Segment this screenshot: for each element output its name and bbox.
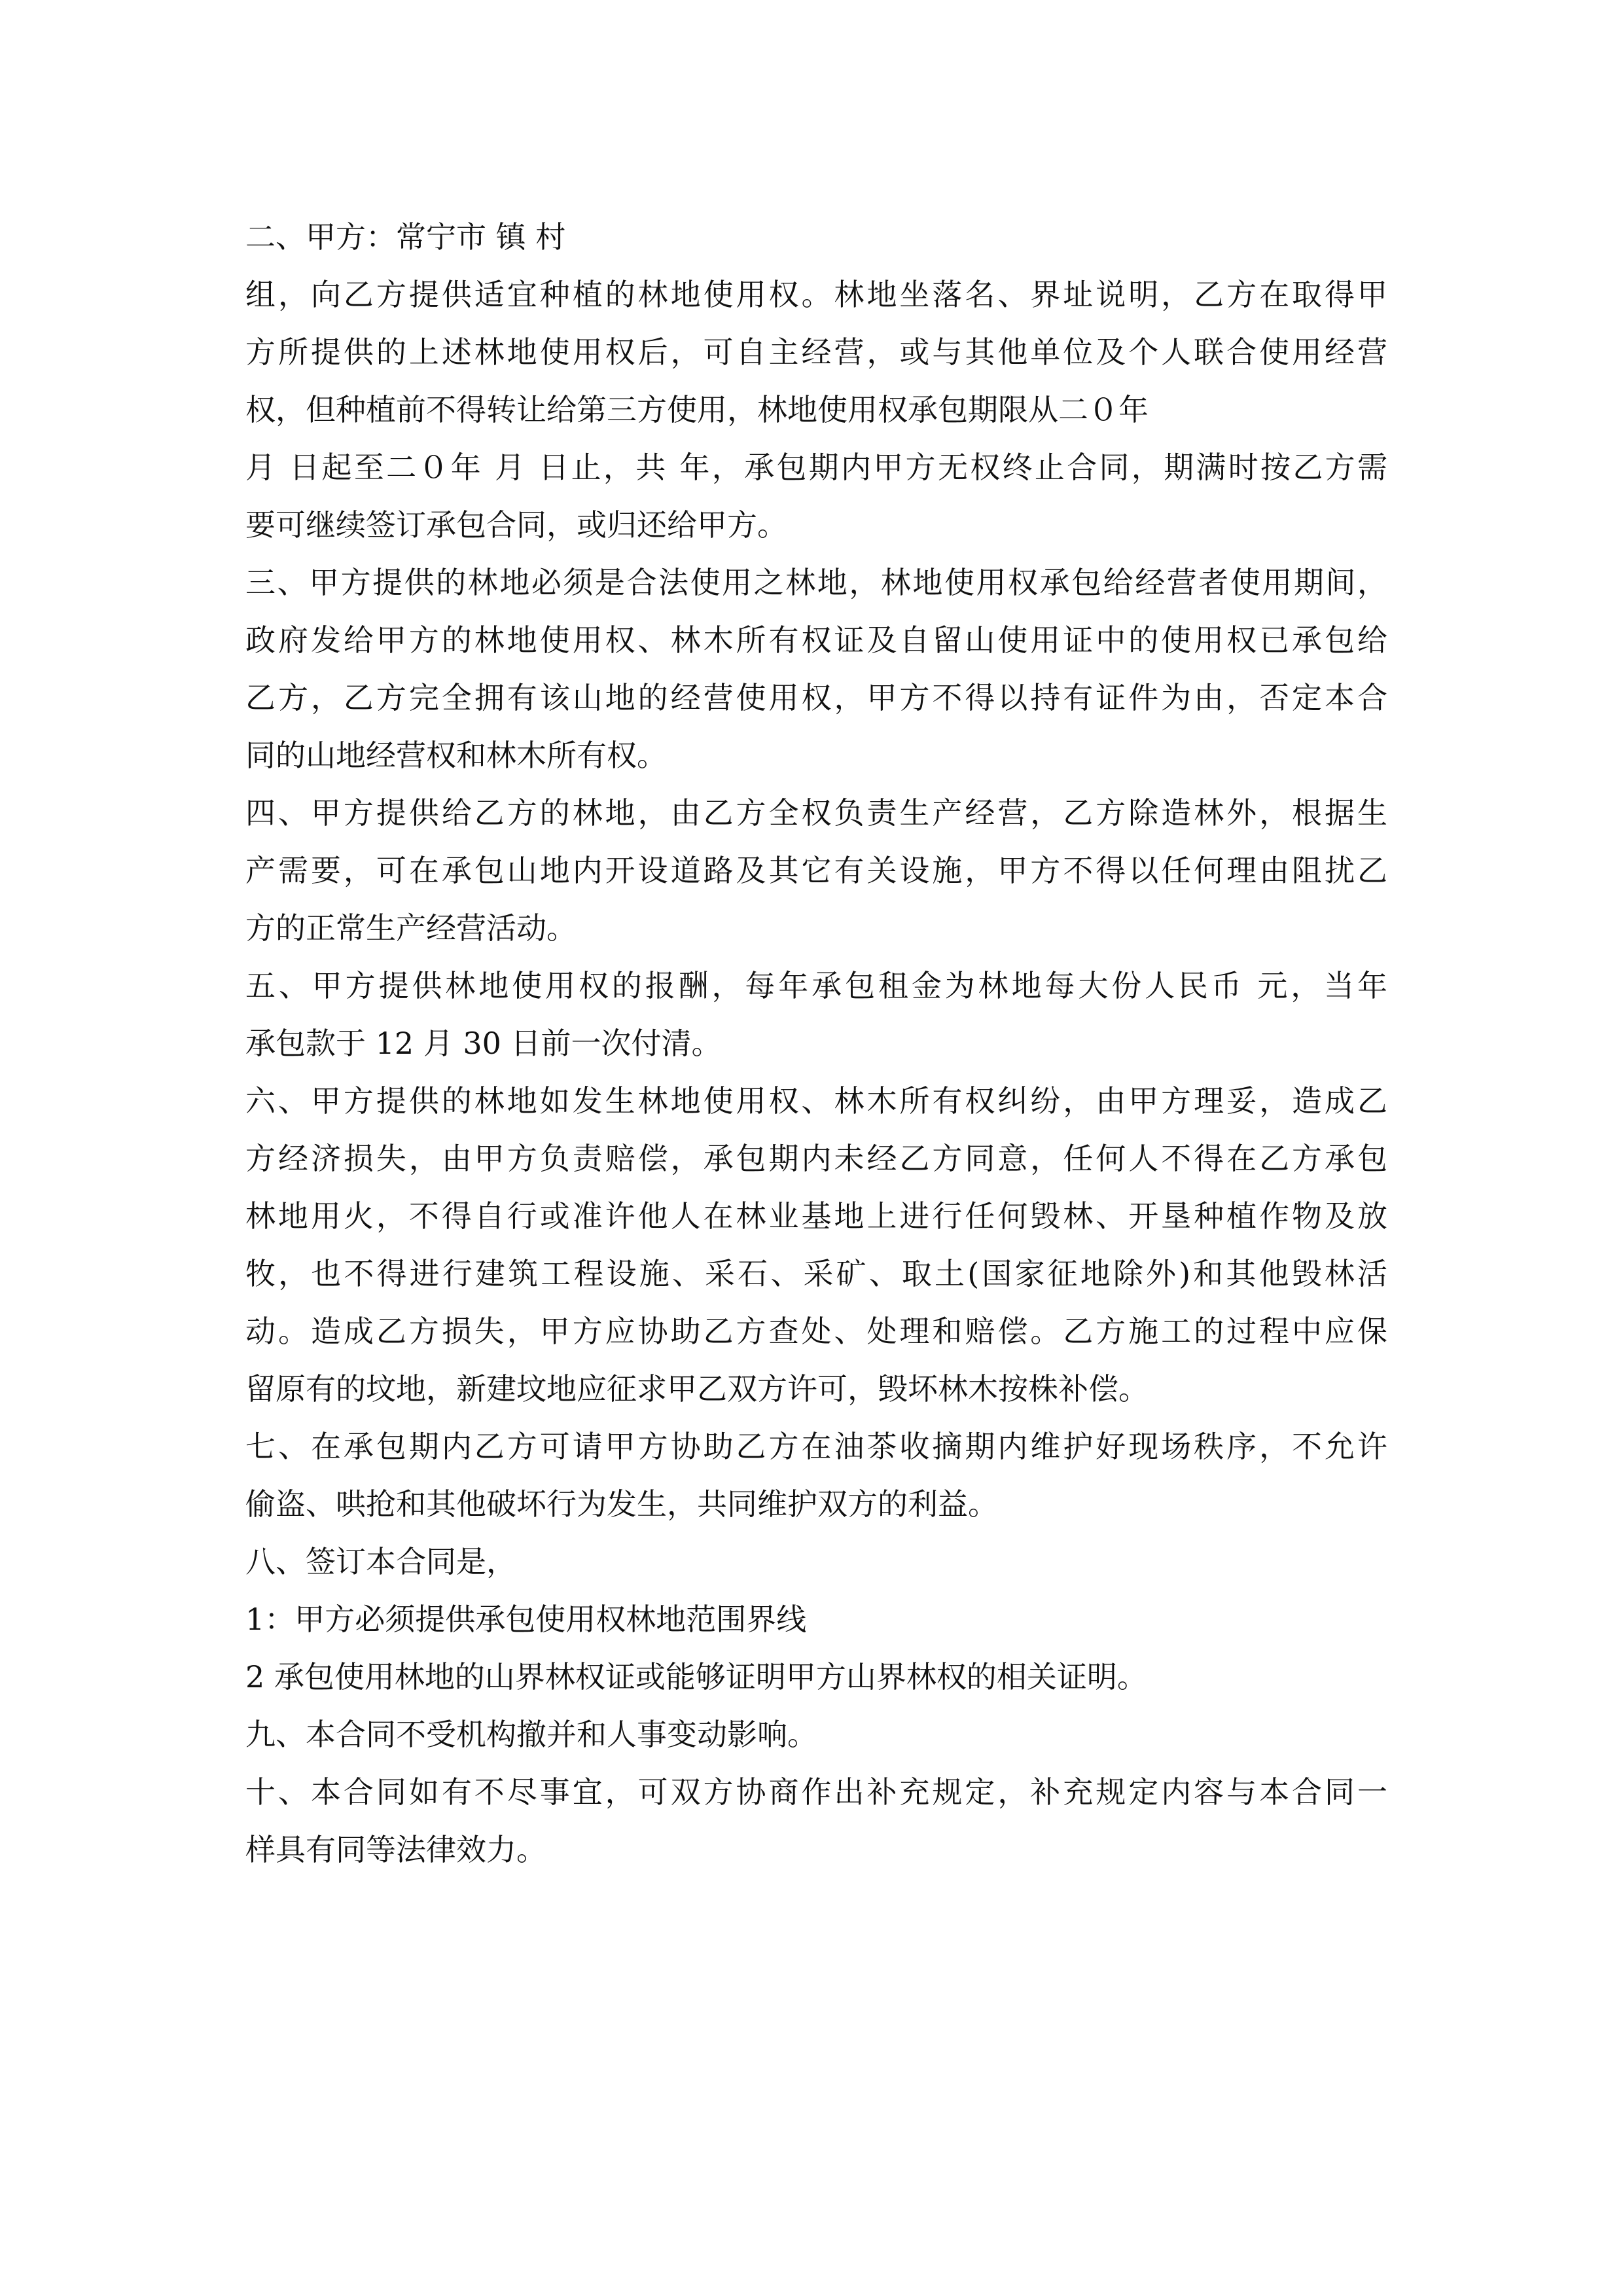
line-21: 留原有的坟地，新建坟地应征求甲乙双方许可，毁坏林木按株补偿。 xyxy=(245,1371,1149,1407)
line-20: 动。造成乙方损失，甲方应协助乙方查处、处理和赔偿。乙方施工的过程中应保 xyxy=(245,1314,1387,1349)
line-11: 四、甲方提供给乙方的林地，由乙方全权负责生产经营，乙方除造林外，根据生 xyxy=(245,795,1387,831)
line-29: 样具有同等法律效力。 xyxy=(245,1832,546,1867)
line-18: 林地用火，不得自行或准许他人在林业基地上进行任何毁林、开垦种植作物及放 xyxy=(245,1198,1387,1234)
line-10: 同的山地经营权和林木所有权。 xyxy=(245,738,667,773)
line-27: 九、本合同不受机构撤并和人事变动影响。 xyxy=(245,1717,817,1752)
line-17: 方经济损失，由甲方负责赔偿，承包期内未经乙方同意，任何人不得在乙方承包 xyxy=(245,1141,1387,1176)
line-8: 政府发给甲方的林地使用权、林木所有权证及自留山使用证中的使用权已承包给 xyxy=(245,622,1387,658)
line-5: 月 日起至二０年 月 日止，共 年，承包期内甲方无权终止合同，期满时按乙方需 xyxy=(245,450,1387,485)
line-28: 十、本合同如有不尽事宜，可双方协商作出补充规定，补充规定内容与本合同一 xyxy=(245,1774,1387,1810)
line-16: 六、甲方提供的林地如发生林地使用权、林木所有权纠纷，由甲方理妥，造成乙 xyxy=(245,1083,1387,1119)
line-7: 三、甲方提供的林地必须是合法使用之林地，林地使用权承包给经营者使用期间， xyxy=(245,565,1387,600)
line-3: 方所提供的上述林地使用权后，可自主经营，或与其他单位及个人联合使用经营 xyxy=(245,334,1387,370)
line-4: 权，但种植前不得转让给第三方使用，林地使用权承包期限从二０年 xyxy=(245,392,1149,427)
line-15: 承包款于 12 月 30 日前一次付清。 xyxy=(245,1026,722,1061)
contract-body xyxy=(245,208,1387,1878)
line-9: 乙方，乙方完全拥有该山地的经营使用权，甲方不得以持有证件为由，否定本合 xyxy=(245,680,1387,715)
line-24: 八、签订本合同是， xyxy=(245,1544,516,1579)
line-23: 偷盗、哄抢和其他破坏行为发生，共同维护双方的利益。 xyxy=(245,1486,998,1522)
line-6: 要可继续签订承包合同，或归还给甲方。 xyxy=(245,507,787,543)
line-2: 组，向乙方提供适宜种植的林地使用权。林地坐落名、界址说明，乙方在取得甲 xyxy=(245,277,1387,312)
line-22: 七、在承包期内乙方可请甲方协助乙方在油茶收摘期内维护好现场秩序，不允许 xyxy=(245,1429,1387,1464)
line-26: 2 承包使用林地的山界林权证或能够证明甲方山界林权的相关证明。 xyxy=(245,1659,1147,1695)
line-14: 五、甲方提供林地使用权的报酬，每年承包租金为林地每大份人民币 元，当年 xyxy=(245,968,1387,1003)
line-13: 方的正常生产经营活动。 xyxy=(245,910,577,946)
line-19: 牧，也不得进行建筑工程设施、采石、采矿、取土(国家征地除外)和其他毁林活 xyxy=(245,1256,1387,1291)
line-12: 产需要，可在承包山地内开设道路及其它有关设施，甲方不得以任何理由阻扰乙 xyxy=(245,853,1387,888)
line-25: 1：甲方必须提供承包使用权林地范围界线 xyxy=(245,1602,807,1637)
line-1: 二、甲方：常宁市 镇 村 xyxy=(245,219,566,255)
